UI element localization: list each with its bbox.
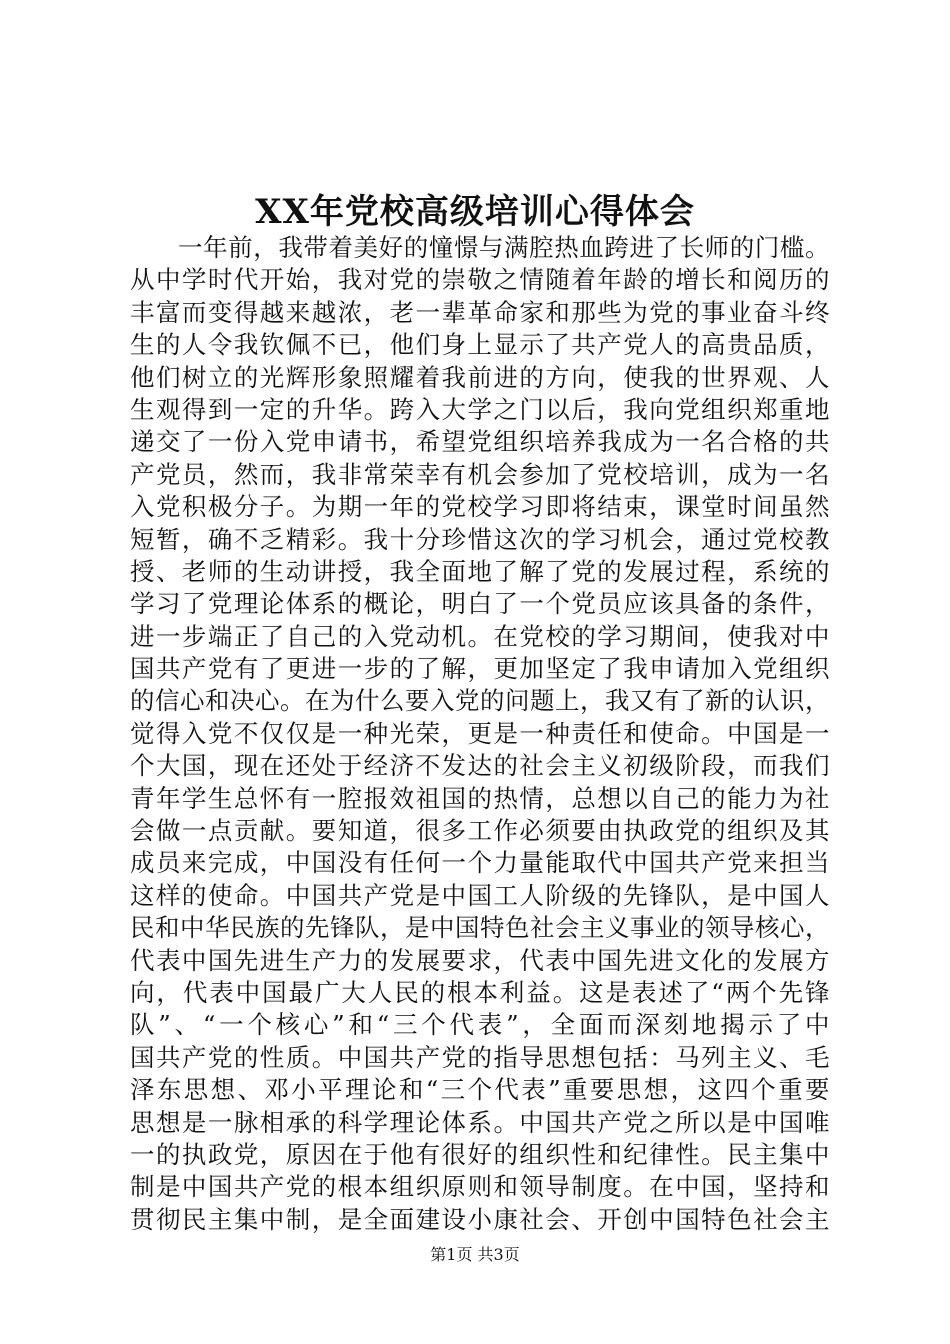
text-line: 贯彻民主集中制，是全面建设小康社会、开创中国特色社会主 xyxy=(130,1204,830,1234)
document-title: XX年党校高级培训心得体会 xyxy=(255,192,695,232)
text-line: 个大国，现在还处于经济不发达的社会主义初级阶段，而我们 xyxy=(130,751,830,781)
text-line: 产党员，然而，我非常荣幸有机会参加了党校培训，成为一名 xyxy=(130,459,830,489)
text-line: 向，代表中国最广大人民的根本利益。这是表述了“两个先锋 xyxy=(130,977,830,1007)
text-line: 的信心和决心。在为什么要入党的问题上，我又有了新的认识， xyxy=(130,686,830,716)
text-line: 代表中国先进生产力的发展要求，代表中国先进文化的发展方 xyxy=(130,945,830,975)
text-line: 思想是一脉相承的科学理论体系。中国共产党之所以是中国唯 xyxy=(130,1107,830,1137)
text-line: 递交了一份入党申请书，希望党组织培养我成为一名合格的共 xyxy=(130,427,830,457)
text-line: 制是中国共产党的根本组织原则和领导制度。在中国，坚持和 xyxy=(130,1172,830,1202)
text-line: 成员来完成，中国没有任何一个力量能取代中国共产党来担当 xyxy=(130,848,830,878)
page-footer: 第1页 共3页 xyxy=(430,1245,520,1264)
text-line: 进一步端正了自己的入党动机。在党校的学习期间，使我对中 xyxy=(130,621,830,651)
text-line: 会做一点贡献。要知道，很多工作必须要由执政党的组织及其 xyxy=(130,816,830,846)
text-line: 国共产党的性质。中国共产党的指导思想包括：马列主义、毛 xyxy=(130,1042,830,1072)
text-line: 这样的使命。中国共产党是中国工人阶级的先锋队，是中国人 xyxy=(130,880,830,910)
text-line: 国共产党有了更进一步的了解，更加坚定了我申请加入党组织 xyxy=(130,654,830,684)
body-paragraph xyxy=(130,232,830,1236)
text-line: 他们树立的光辉形象照耀着我前进的方向，使我的世界观、人 xyxy=(130,362,830,392)
text-line: 入党积极分子。为期一年的党校学习即将结束，课堂时间虽然 xyxy=(130,492,830,522)
text-line: 民和中华民族的先锋队，是中国特色社会主义事业的领导核心， xyxy=(130,913,830,943)
text-line: 短暂，确不乏精彩。我十分珍惜这次的学习机会，通过党校教 xyxy=(130,524,830,554)
text-line: 从中学时代开始，我对党的崇敬之情随着年龄的增长和阅历的 xyxy=(130,265,830,295)
text-line: 生观得到一定的升华。跨入大学之门以后，我向党组织郑重地 xyxy=(130,394,830,424)
text-line: 泽东思想、邓小平理论和“三个代表”重要思想，这四个重要 xyxy=(130,1075,830,1105)
text-line: 觉得入党不仅仅是一种光荣，更是一种责任和使命。中国是一 xyxy=(130,718,830,748)
text-line: 队”、“一个核心”和“三个代表”，全面而深刻地揭示了中 xyxy=(130,1010,830,1040)
text-line: 丰富而变得越来越浓，老一辈革命家和那些为党的事业奋斗终 xyxy=(130,297,830,327)
text-line: 学习了党理论体系的概论，明白了一个党员应该具备的条件， xyxy=(130,589,830,619)
text-line: 授、老师的生动讲授，我全面地了解了党的发展过程，系统的 xyxy=(130,556,830,586)
text-line: 生的人令我钦佩不已，他们身上显示了共产党人的高贵品质， xyxy=(130,330,830,360)
text-line: 青年学生总怀有一腔报效祖国的热情，总想以自己的能力为社 xyxy=(130,783,830,813)
text-line: 一年前，我带着美好的憧憬与满腔热血跨进了长师的门槛。 xyxy=(178,233,830,262)
text-line: 一的执政党，原因在于他有很好的组织性和纪律性。民主集中 xyxy=(130,1139,830,1169)
